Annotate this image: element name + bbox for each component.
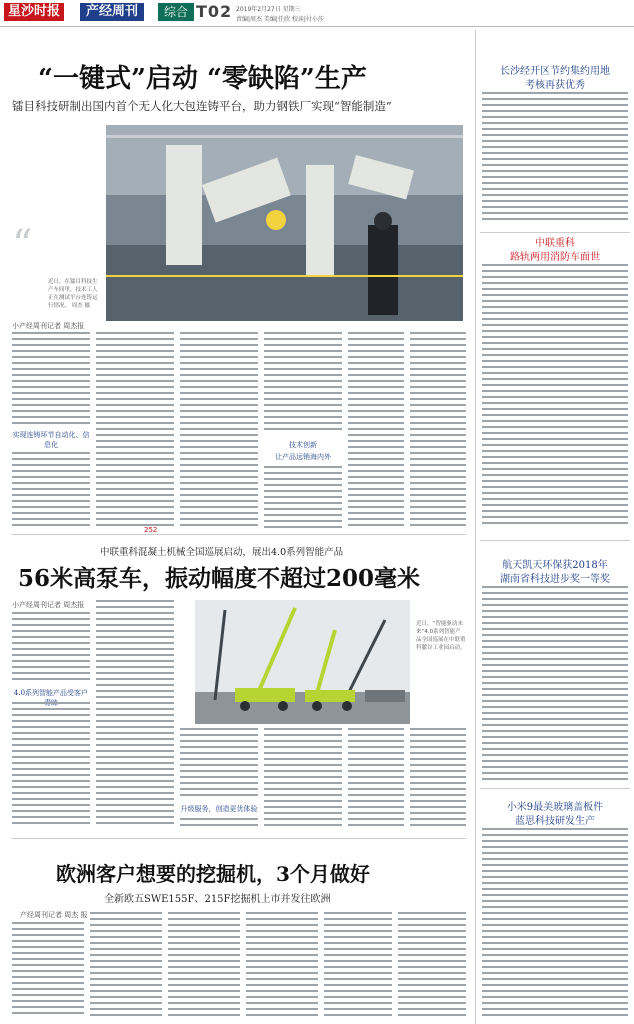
third-text-col2 — [90, 912, 162, 1018]
second-photo — [195, 600, 410, 724]
lead-bottom-rule — [12, 534, 466, 535]
third-subheadline: 全新欧五SWE155F、215F挖掘机上市并发往欧洲 — [104, 894, 331, 905]
sidebar-item-2-title-line2: 路轨两用消防车面世 — [510, 252, 600, 263]
lead-box-subhead2: 技术创新 — [289, 441, 317, 449]
second-text-col3b — [180, 818, 258, 832]
sidebar-divider — [475, 30, 476, 1024]
second-text-col5 — [348, 728, 404, 832]
lead-text-col5 — [348, 332, 404, 532]
lead-text-col1a — [12, 332, 90, 427]
lead-byline: 小产经周刊记者 周杰报 — [12, 322, 85, 330]
sidebar-item-3-text — [482, 586, 628, 782]
sidebar-item-1-text — [482, 92, 628, 222]
masthead — [0, 0, 634, 27]
second-text-col3a — [180, 728, 258, 800]
lead-box-subhead: 实现连铸环节自动化、信息化 — [12, 431, 90, 449]
third-text-col4 — [246, 912, 318, 1018]
lead-headline: “一键式”启动 “零缺陷”生产 — [38, 64, 367, 94]
sidebar-item-4-text — [482, 828, 628, 1018]
sidebar-item-3-title-line2: 湖南省科技进步奖一等奖 — [500, 574, 610, 585]
lead-text-col1b — [12, 452, 90, 532]
sidebar-item-2-title-line1: 中联重科 — [535, 238, 575, 249]
lead-text-col4a — [264, 332, 342, 437]
sidebar-item-4-title-line2: 蓝思科技研发生产 — [515, 816, 595, 827]
third-text-col1 — [12, 922, 84, 1018]
second-headline: 56米高泵车，振动幅度不超过200毫米 — [18, 565, 421, 592]
third-byline: 产经周刊记者 周杰 报 — [20, 911, 88, 919]
factory-photo-illustration — [106, 125, 463, 321]
lead-subheadline: 镭目科技研制出国内首个无人化大包连铸平台，助力钢铁厂实现“智能制造” — [12, 99, 392, 113]
third-text-col6 — [398, 912, 466, 1018]
lead-text-col4b — [264, 466, 342, 532]
crane-photo-illustration — [195, 600, 410, 724]
newspaper-logo: 星沙时报 — [4, 3, 64, 21]
sidebar-rule-3 — [480, 788, 630, 789]
sidebar-rule-2 — [480, 540, 630, 541]
second-kicker: 中联重科混凝土机械全国巡展启动，展出4.0系列智能产品 — [100, 547, 344, 558]
second-text-col2 — [96, 600, 174, 832]
second-photo-caption: 近日，“智能驱动未来”4.0系列智能产品全国巡展在中联重科麓谷工业园启动。 — [416, 621, 466, 651]
second-text-col4 — [264, 728, 342, 832]
supplement-name: 产经周刊 — [80, 3, 144, 21]
editors-line: 责编|周杰 美编|任欣 校读|付小莎 — [236, 16, 324, 23]
second-bottom-rule — [12, 838, 466, 839]
sidebar-item-4-title-line1: 小米9最美玻璃盖板件 — [506, 802, 604, 813]
sidebar-item-1-title-line2: 考核再获优秀 — [525, 80, 585, 91]
lead-text-col2 — [96, 332, 174, 532]
lead-photo-caption: 近日，在镭目科技生产车间里，技术工人正在测试平台连铸运行情况。 周杰 摄 — [48, 279, 98, 309]
lead-text-col3 — [180, 332, 258, 532]
third-text-col3 — [168, 912, 240, 1018]
third-text-col5 — [324, 912, 392, 1018]
jump-number: 252 — [144, 526, 158, 534]
sidebar-item-1-title-line1: 长沙经开区节约集约用地 — [500, 66, 610, 77]
third-headline: 欧洲客户想要的挖掘机，3个月做好 — [56, 862, 370, 886]
second-text-col1b — [12, 702, 90, 832]
sidebar-item-2-text — [482, 264, 628, 528]
date-line: 2019年2月27日 星期三 — [236, 6, 301, 13]
second-text-col1a — [12, 612, 90, 684]
second-sub2: 升级服务，创造更优体验 — [180, 805, 258, 813]
lead-box-subhead3: 让产品远销海内外 — [275, 453, 331, 461]
second-byline: 小产经周刊记者 周杰报 — [12, 601, 85, 609]
lead-text-col6 — [410, 332, 466, 532]
second-sub1: 4.0系列智能产品受客户 — [13, 689, 89, 697]
lead-photo — [106, 125, 463, 321]
sidebar-rule-1 — [480, 232, 630, 233]
second-text-col6 — [410, 728, 466, 832]
section-label: 综合 — [158, 3, 194, 21]
sidebar-item-3-title-line1: 航天凯天环保获2018年 — [502, 560, 608, 571]
quote-mark-icon: “ — [12, 222, 33, 268]
page-number: T02 — [196, 2, 233, 21]
